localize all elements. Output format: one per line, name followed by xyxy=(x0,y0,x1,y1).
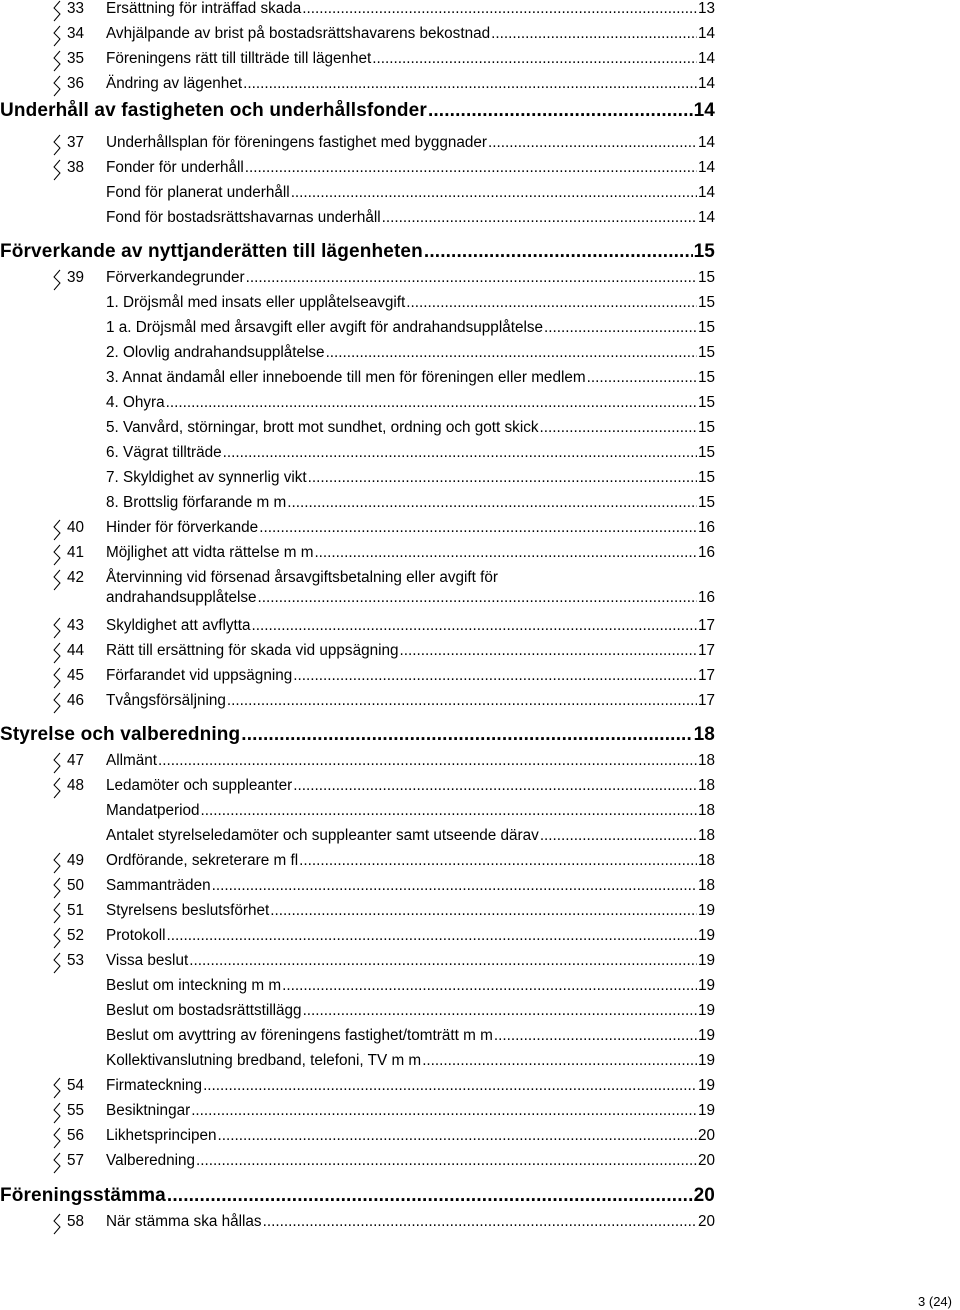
section-number: 52 xyxy=(67,927,85,944)
entry-title: Ordförande, sekreterare m fl xyxy=(106,852,299,869)
section-number: 43 xyxy=(67,617,85,634)
dot-leader xyxy=(252,617,697,635)
dot-leader xyxy=(406,294,697,312)
dot-leader xyxy=(227,692,697,710)
section-number: 41 xyxy=(67,544,85,561)
toc-subentry[interactable] xyxy=(106,394,715,415)
dot-leader xyxy=(291,184,697,202)
section-number: 44 xyxy=(67,642,85,659)
page-number: 15 xyxy=(697,394,715,411)
toc-subentry[interactable] xyxy=(106,184,715,205)
dot-leader xyxy=(158,752,697,770)
page-number: 16 xyxy=(697,519,715,536)
page-number: 18 xyxy=(697,777,715,794)
toc-entry[interactable] xyxy=(67,927,715,948)
section-mark-icon xyxy=(52,1077,62,1098)
section-mark-icon xyxy=(52,1213,62,1234)
dot-leader xyxy=(259,519,697,537)
toc-heading[interactable] xyxy=(0,100,715,126)
dot-leader xyxy=(243,75,697,93)
toc-subentry[interactable] xyxy=(106,419,715,440)
entry-title: Firmateckning xyxy=(106,1077,203,1094)
page-number: 18 xyxy=(697,852,715,869)
entry-title: Avhjälpande av brist på bostadsrättshavarens bekostnad xyxy=(106,25,491,42)
entry-title: Mandatperiod xyxy=(106,802,200,819)
toc-subentry[interactable] xyxy=(106,319,715,340)
entry-title: Rätt till ersättning för skada vid uppsägning xyxy=(106,642,399,659)
page-number: 14 xyxy=(697,50,715,67)
dot-leader xyxy=(191,1102,697,1120)
toc-entry[interactable] xyxy=(67,0,715,21)
dot-leader xyxy=(270,902,697,920)
dot-leader xyxy=(424,241,693,263)
page-number: 15 xyxy=(697,269,715,286)
section-mark-icon xyxy=(52,902,62,923)
entry-title: Underhållsplan för föreningens fastighet med byggnader xyxy=(106,134,487,151)
section-mark-icon xyxy=(52,134,62,155)
dot-leader xyxy=(540,827,697,845)
toc-subentry[interactable] xyxy=(106,827,715,848)
section-number: 56 xyxy=(67,1127,85,1144)
entry-title: Ledamöter och suppleanter xyxy=(106,777,293,794)
page-number: 14 xyxy=(697,209,715,226)
dot-leader xyxy=(167,1185,693,1207)
page-number: 18 xyxy=(693,724,715,745)
page-number-footer: 3 (24) xyxy=(918,1294,952,1309)
dot-leader xyxy=(201,802,697,820)
page-number: 16 xyxy=(697,544,715,561)
entry-title: Tvångsförsäljning xyxy=(106,692,226,709)
toc-entry[interactable] xyxy=(67,50,715,71)
toc-entry[interactable] xyxy=(67,544,715,565)
dot-leader xyxy=(223,444,697,462)
toc-entry[interactable] xyxy=(67,1127,715,1148)
dot-leader xyxy=(218,1127,697,1145)
page-number: 20 xyxy=(697,1213,715,1230)
entry-title: Hinder för förverkande xyxy=(106,519,259,536)
toc-entry[interactable] xyxy=(67,902,715,923)
dot-leader xyxy=(428,100,693,122)
toc-subentry[interactable] xyxy=(106,1052,715,1073)
dot-leader xyxy=(400,642,697,660)
entry-title: Föreningsstämma xyxy=(0,1185,166,1206)
entry-title: Förverkandegrunder xyxy=(106,269,245,286)
page-number: 13 xyxy=(697,0,715,17)
page-number: 19 xyxy=(697,1077,715,1094)
dot-leader xyxy=(488,134,697,152)
entry-title: Beslut om avyttring av föreningens fastighet/tomträtt m m xyxy=(106,1027,493,1044)
page-number: 14 xyxy=(697,184,715,201)
toc-subentry[interactable] xyxy=(106,369,715,390)
toc-subentry[interactable] xyxy=(106,209,715,230)
entry-title: Förverkande av nyttjanderätten till lägenheten xyxy=(0,241,423,262)
page-number: 15 xyxy=(697,419,715,436)
dot-leader xyxy=(293,777,697,795)
toc-entry[interactable] xyxy=(67,159,715,180)
toc-entry[interactable] xyxy=(67,75,715,96)
page-number: 17 xyxy=(697,692,715,709)
entry-title: Föreningens rätt till tillträde till lägenhet xyxy=(106,50,372,67)
page-number: 19 xyxy=(697,952,715,969)
entry-title: Fond för bostadsrättshavarnas underhåll xyxy=(106,209,381,226)
toc-entry[interactable] xyxy=(67,617,715,638)
dot-leader xyxy=(196,1152,697,1170)
dot-leader xyxy=(326,344,697,362)
page-number: 19 xyxy=(697,927,715,944)
section-mark-icon xyxy=(52,617,62,638)
dot-leader xyxy=(263,1213,697,1231)
section-number: 50 xyxy=(67,877,85,894)
page-number: 19 xyxy=(697,977,715,994)
page-number: 15 xyxy=(693,241,715,262)
toc-heading[interactable] xyxy=(0,724,715,750)
section-number: 37 xyxy=(67,134,85,151)
dot-leader xyxy=(258,589,697,607)
toc-entry-continuation[interactable] xyxy=(106,589,715,610)
page-number: 14 xyxy=(697,159,715,176)
page-number: 20 xyxy=(697,1127,715,1144)
section-number: 39 xyxy=(67,269,85,286)
section-mark-icon xyxy=(52,569,62,590)
dot-leader xyxy=(372,50,697,68)
entry-title: Ersättning för inträffad skada xyxy=(106,0,302,17)
entry-title: Underhåll av fastigheten och underhållsfonder xyxy=(0,100,427,121)
entry-title: Sammanträden xyxy=(106,877,211,894)
page-number: 14 xyxy=(697,134,715,151)
section-mark-icon xyxy=(52,877,62,898)
toc-heading[interactable] xyxy=(0,1185,715,1211)
page-number: 14 xyxy=(697,75,715,92)
section-number: 55 xyxy=(67,1102,85,1119)
entry-title: Allmänt xyxy=(106,752,158,769)
entry-title: Kollektivanslutning bredband, telefoni, TV m m xyxy=(106,1052,422,1069)
section-number: 33 xyxy=(67,0,85,17)
entry-title: Styrelsens beslutsförhet xyxy=(106,902,270,919)
toc-entry[interactable] xyxy=(67,569,715,590)
page-number: 19 xyxy=(697,902,715,919)
page-number: 14 xyxy=(693,100,715,121)
page-number: 15 xyxy=(697,294,715,311)
section-mark-icon xyxy=(52,1102,62,1123)
page-number: 15 xyxy=(697,444,715,461)
section-number: 49 xyxy=(67,852,85,869)
page-number: 15 xyxy=(697,469,715,486)
entry-title: 1. Dröjsmål med insats eller upplåtelseavgift xyxy=(106,294,406,311)
dot-leader xyxy=(287,494,697,512)
toc-heading[interactable] xyxy=(0,241,715,267)
entry-title: Förfarandet vid uppsägning xyxy=(106,667,293,684)
page-number: 18 xyxy=(697,877,715,894)
dot-leader xyxy=(494,1027,697,1045)
page-number: 15 xyxy=(697,319,715,336)
page-number: 17 xyxy=(697,617,715,634)
entry-title: Valberedning xyxy=(106,1152,196,1169)
page-number: 14 xyxy=(697,25,715,42)
section-number: 46 xyxy=(67,692,85,709)
toc-entry[interactable] xyxy=(67,25,715,46)
toc-entry[interactable] xyxy=(67,519,715,540)
page-number: 18 xyxy=(697,752,715,769)
dot-leader xyxy=(587,369,697,387)
dot-leader xyxy=(540,419,697,437)
entry-title: 3. Annat ändamål eller inneboende till men för föreningen eller medlem xyxy=(106,369,586,386)
toc-subentry[interactable] xyxy=(106,494,715,515)
page-number: 15 xyxy=(697,344,715,361)
dot-leader xyxy=(166,394,697,412)
dot-leader xyxy=(422,1052,697,1070)
section-number: 36 xyxy=(67,75,85,92)
dot-leader xyxy=(308,469,697,487)
toc-entry[interactable] xyxy=(67,852,715,873)
page-number: 19 xyxy=(697,1052,715,1069)
toc-entry[interactable] xyxy=(67,1152,715,1173)
section-mark-icon xyxy=(52,0,62,21)
entry-title: Ändring av lägenhet xyxy=(106,75,243,92)
entry-title: Fonder för underhåll xyxy=(106,159,244,176)
toc-subentry[interactable] xyxy=(106,294,715,315)
entry-title: 5. Vanvård, störningar, brott mot sundhet, ordning och gott skick xyxy=(106,419,539,436)
section-number: 54 xyxy=(67,1077,85,1094)
entry-title: När stämma ska hållas xyxy=(106,1213,262,1230)
entry-title: Möjlighet att vidta rättelse m m xyxy=(106,544,314,561)
dot-leader xyxy=(302,0,697,18)
page-number: 17 xyxy=(697,642,715,659)
toc-entry[interactable] xyxy=(67,1102,715,1123)
section-number: 42 xyxy=(67,569,85,586)
page-number: 19 xyxy=(697,1027,715,1044)
section-mark-icon xyxy=(52,269,62,290)
dot-leader xyxy=(382,209,697,227)
dot-leader xyxy=(491,25,697,43)
section-number: 48 xyxy=(67,777,85,794)
section-mark-icon xyxy=(52,777,62,798)
entry-title: Fond för planerat underhåll xyxy=(106,184,290,201)
page-number: 17 xyxy=(697,667,715,684)
dot-leader xyxy=(303,1002,697,1020)
entry-title: 1 a. Dröjsmål med årsavgift eller avgift för andrahandsupplåtelse xyxy=(106,319,544,336)
toc-subentry[interactable] xyxy=(106,977,715,998)
toc-entry[interactable] xyxy=(67,752,715,773)
toc-subentry[interactable] xyxy=(106,344,715,365)
entry-title: Beslut om inteckning m m xyxy=(106,977,282,994)
section-mark-icon xyxy=(52,75,62,96)
toc-subentry[interactable] xyxy=(106,1002,715,1023)
section-mark-icon xyxy=(52,544,62,565)
dot-leader xyxy=(314,544,697,562)
section-number: 51 xyxy=(67,902,85,919)
page-number: 15 xyxy=(697,369,715,386)
page-number: 18 xyxy=(697,802,715,819)
entry-title: 8. Brottslig förfarande m m xyxy=(106,494,287,511)
dot-leader xyxy=(167,927,697,945)
section-number: 53 xyxy=(67,952,85,969)
section-number: 58 xyxy=(67,1213,85,1230)
section-number: 38 xyxy=(67,159,85,176)
entry-title: Återvinning vid försenad årsavgiftsbetalning eller avgift för xyxy=(106,569,498,586)
dot-leader xyxy=(189,952,697,970)
toc-subentry[interactable] xyxy=(106,444,715,465)
section-number: 45 xyxy=(67,667,85,684)
section-mark-icon xyxy=(52,159,62,180)
page-number: 16 xyxy=(697,589,715,606)
toc-entry[interactable] xyxy=(67,1077,715,1098)
section-mark-icon xyxy=(52,852,62,873)
page-number: 19 xyxy=(697,1102,715,1119)
dot-leader xyxy=(241,724,692,746)
dot-leader xyxy=(212,877,697,895)
dot-leader xyxy=(246,269,697,287)
entry-title: Besiktningar xyxy=(106,1102,191,1119)
toc-entry[interactable] xyxy=(67,952,715,973)
section-mark-icon xyxy=(52,667,62,688)
toc-subentry[interactable] xyxy=(106,1027,715,1048)
page-number: 20 xyxy=(693,1185,715,1206)
section-number: 57 xyxy=(67,1152,85,1169)
dot-leader xyxy=(544,319,697,337)
entry-title-line2: andrahandsupplåtelse xyxy=(106,589,257,606)
entry-title: Skyldighet att avflytta xyxy=(106,617,251,634)
toc-entry[interactable] xyxy=(67,692,715,713)
page-number: 18 xyxy=(697,827,715,844)
entry-title: Likhetsprincipen xyxy=(106,1127,217,1144)
entry-title: Styrelse och valberedning xyxy=(0,724,241,745)
page-number: 20 xyxy=(697,1152,715,1169)
section-mark-icon xyxy=(52,50,62,71)
toc-entry[interactable] xyxy=(67,1213,715,1234)
dot-leader xyxy=(299,852,697,870)
dot-leader xyxy=(203,1077,697,1095)
section-mark-icon xyxy=(52,519,62,540)
toc-subentry[interactable] xyxy=(106,469,715,490)
toc-entry[interactable] xyxy=(67,777,715,798)
entry-title: Antalet styrelseledamöter och suppleanter samt utseende därav xyxy=(106,827,539,844)
section-mark-icon xyxy=(52,1127,62,1148)
entry-title: 6. Vägrat tillträde xyxy=(106,444,222,461)
section-mark-icon xyxy=(52,692,62,713)
toc-entry[interactable] xyxy=(67,877,715,898)
dot-leader xyxy=(293,667,697,685)
toc-entry[interactable] xyxy=(67,269,715,290)
section-number: 34 xyxy=(67,25,85,42)
entry-title: Protokoll xyxy=(106,927,166,944)
section-mark-icon xyxy=(52,952,62,973)
toc-entry[interactable] xyxy=(67,134,715,155)
section-number: 40 xyxy=(67,519,85,536)
page-number: 15 xyxy=(697,494,715,511)
entry-title: Vissa beslut xyxy=(106,952,189,969)
entry-title: 2. Olovlig andrahandsupplåtelse xyxy=(106,344,325,361)
section-number: 35 xyxy=(67,50,85,67)
toc-entry[interactable] xyxy=(67,667,715,688)
toc-subentry[interactable] xyxy=(106,802,715,823)
toc-entry[interactable] xyxy=(67,642,715,663)
entry-title: 7. Skyldighet av synnerlig vikt xyxy=(106,469,307,486)
section-mark-icon xyxy=(52,642,62,663)
section-mark-icon xyxy=(52,1152,62,1173)
section-number: 47 xyxy=(67,752,85,769)
section-mark-icon xyxy=(52,752,62,773)
entry-title: Beslut om bostadsrättstillägg xyxy=(106,1002,302,1019)
page-number: 19 xyxy=(697,1002,715,1019)
section-mark-icon xyxy=(52,927,62,948)
entry-title: 4. Ohyra xyxy=(106,394,165,411)
section-mark-icon xyxy=(52,25,62,46)
dot-leader xyxy=(245,159,697,177)
dot-leader xyxy=(282,977,697,995)
